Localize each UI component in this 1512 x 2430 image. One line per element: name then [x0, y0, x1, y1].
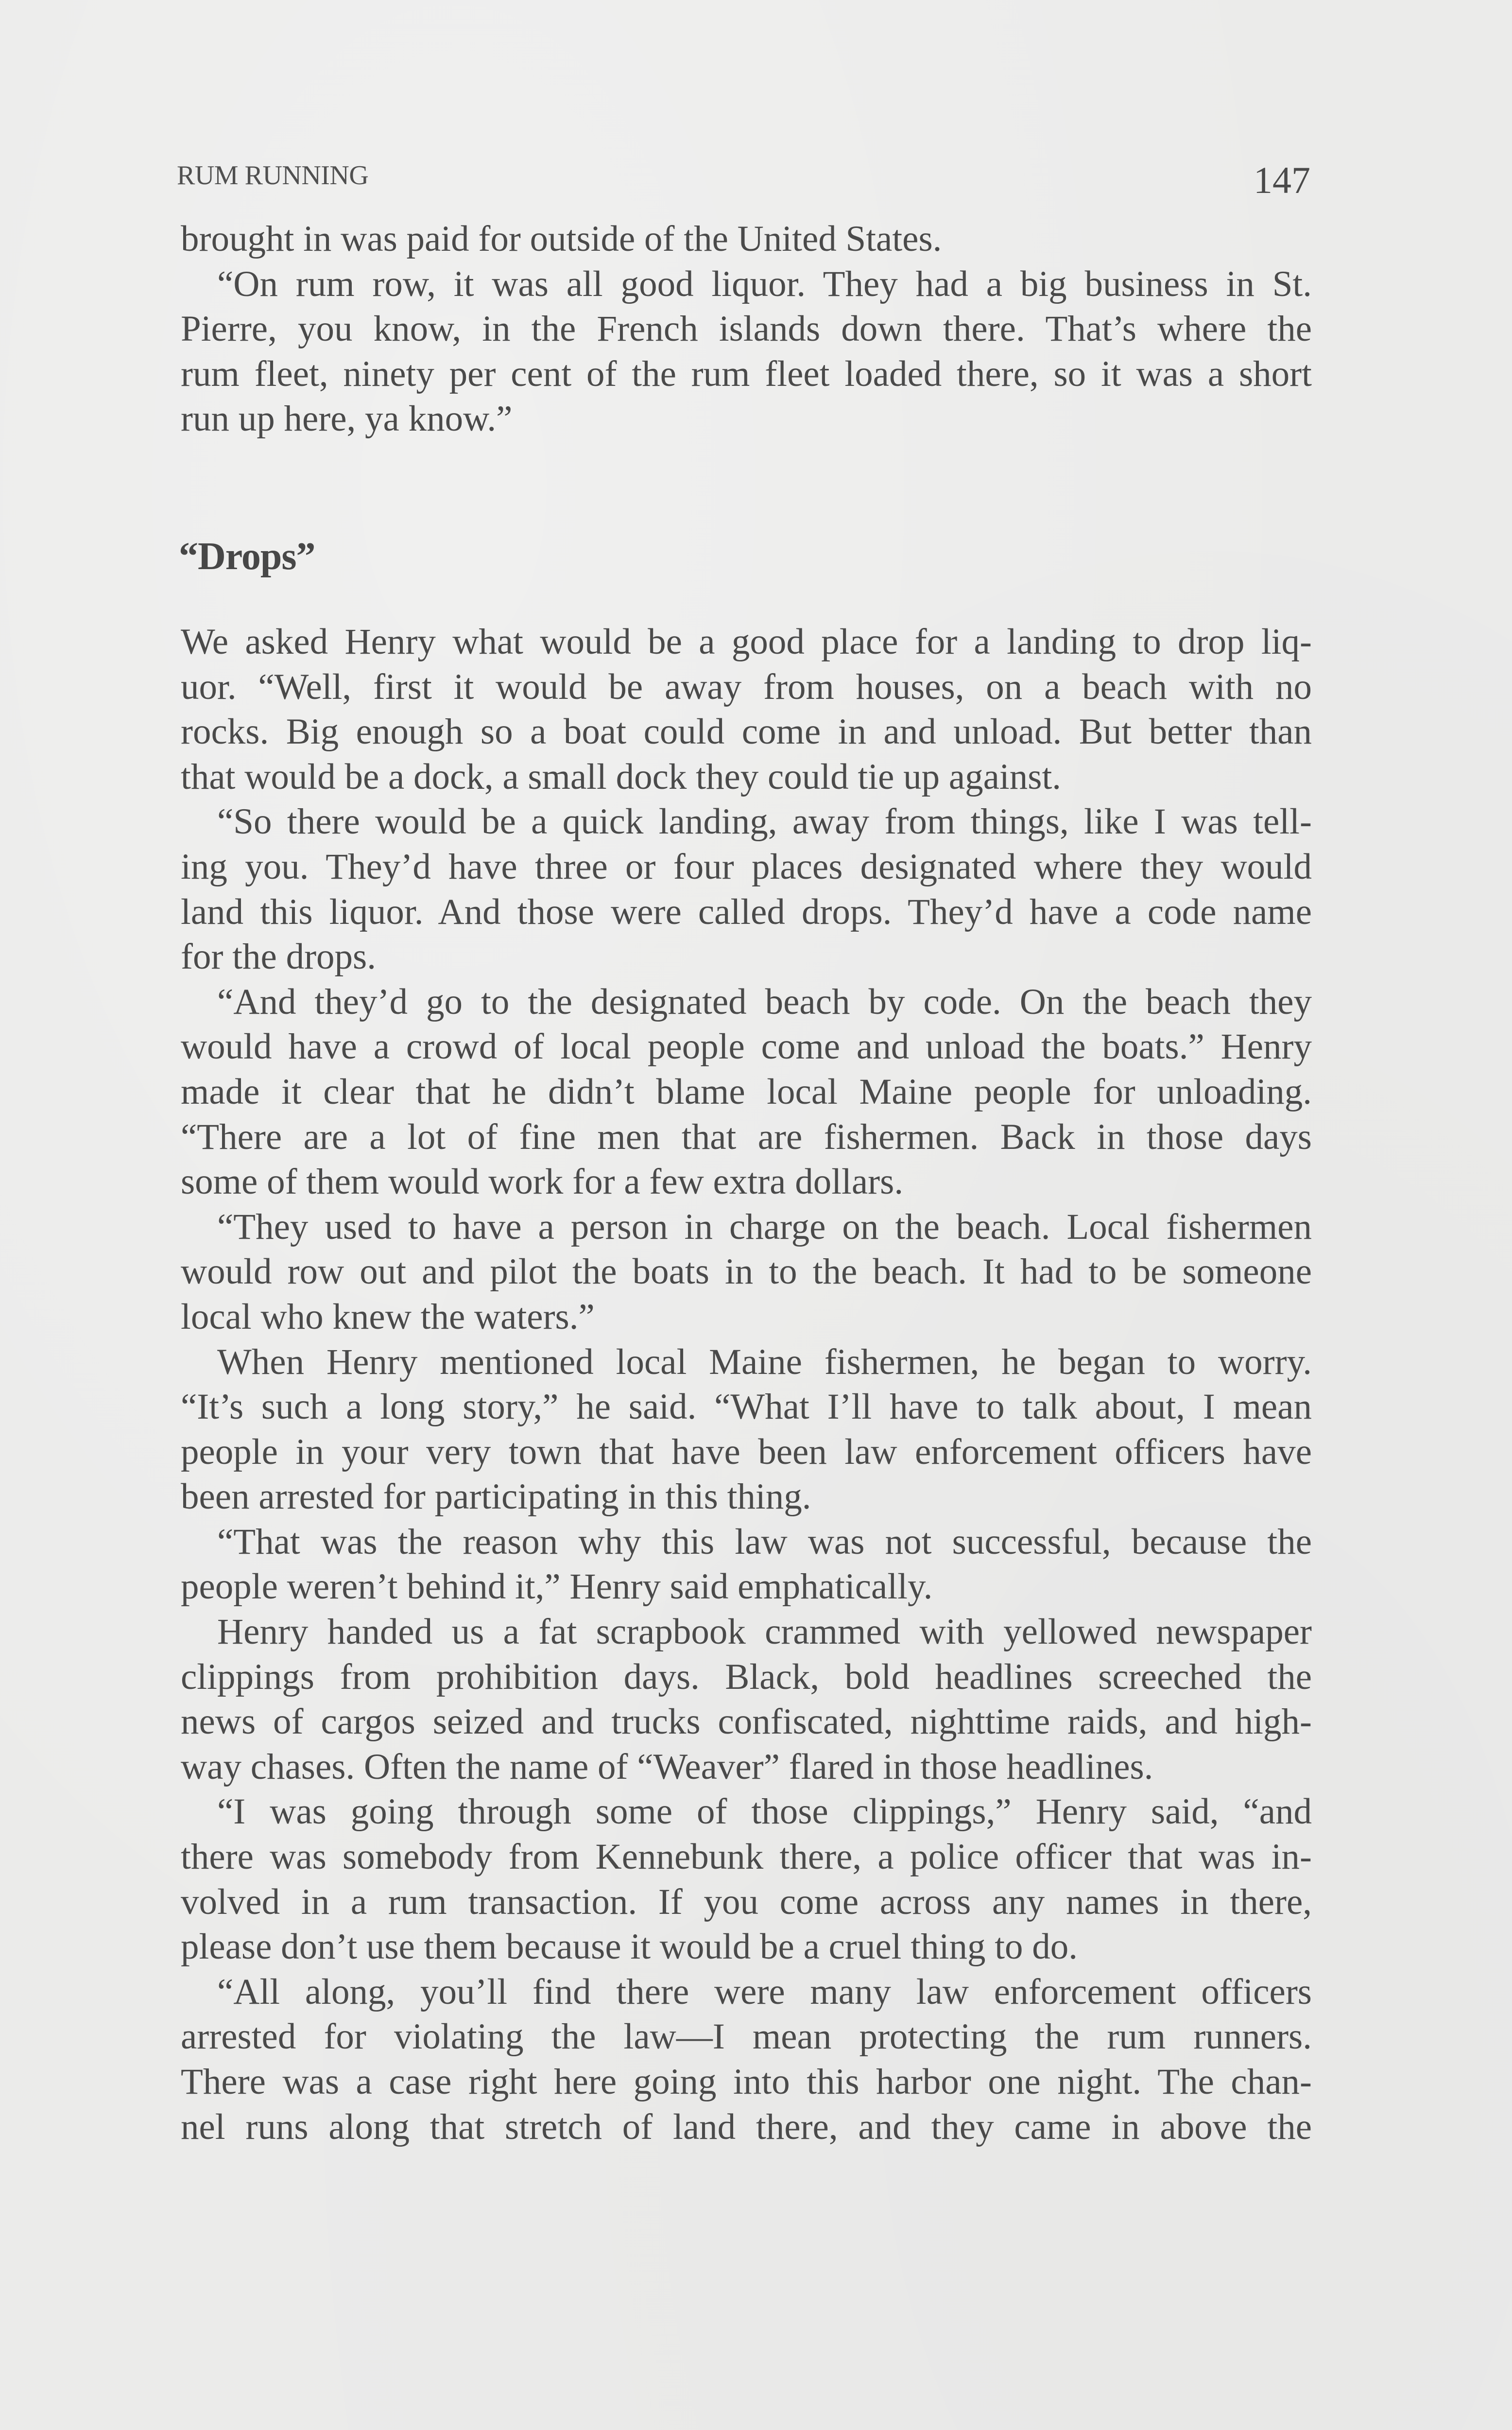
text-line: volved in a rum transaction. If you come across any names in there, [181, 1881, 1312, 1922]
text-line: some of them would work for a few extra dollars. [181, 1162, 904, 1202]
text-line: “There are a lot of fine men that are fishermen. Back in those days [181, 1116, 1312, 1157]
text-line: made it clear that he didn’t blame local Maine people for unloading. [181, 1071, 1312, 1112]
text-line: “All along, you’ll find there were many law enforcement officers [217, 1971, 1312, 2012]
section-body [181, 620, 1312, 2150]
paragraph [181, 799, 1312, 979]
paragraph [181, 217, 1312, 262]
text-line: nel runs along that stretch of land there, and they came in above the [181, 2106, 1312, 2147]
text-line: news of cargos seized and trucks confiscated, nighttime raids, and high- [181, 1701, 1312, 1742]
text-line: people weren’t behind it,” Henry said emphatically. [181, 1566, 933, 1607]
text-line: that would be a dock, a small dock they could tie up against. [181, 756, 1062, 797]
paragraph [181, 980, 1312, 1205]
text-line: There was a case right here going into this harbor one night. The chan- [181, 2062, 1312, 2102]
text-line: When Henry mentioned local Maine fishermen, he began to worry. [217, 1341, 1312, 1382]
text-line: land this liquor. And those were called drops. They’d have a code name [181, 891, 1312, 932]
running-head: RUM RUNNING [177, 160, 369, 191]
text-line: “That was the reason why this law was not successful, because the [217, 1521, 1312, 1562]
text-line: uor. “Well, first it would be away from houses, on a beach with no [181, 666, 1312, 707]
text-line: arrested for violating the law—I mean protecting the rum runners. [181, 2016, 1312, 2057]
paragraph [181, 1520, 1312, 1610]
text-line: Henry handed us a fat scrapbook crammed with yellowed newspaper [217, 1612, 1312, 1652]
page-number: 147 [1254, 159, 1310, 201]
text-line: there was somebody from Kennebunk there, a police officer that was in- [181, 1837, 1312, 1877]
paragraph [181, 1340, 1312, 1520]
text-line: Pierre, you know, in the French islands down there. That’s where the [181, 309, 1312, 349]
paragraph [181, 1789, 1312, 1969]
text-line: way chases. Often the name of “Weaver” flared in those headlines. [181, 1746, 1153, 1787]
text-line: brought in was paid for outside of the United States. [181, 219, 942, 259]
text-line: run up here, ya know.” [181, 399, 513, 439]
section-heading: “Drops” [179, 535, 315, 578]
text-line: been arrested for participating in this thing. [181, 1476, 811, 1517]
text-line: “I was going through some of those clippings,” Henry said, “and [217, 1791, 1312, 1832]
intro-text [181, 217, 1312, 442]
text-line: We asked Henry what would be a good place for a landing to drop liq- [181, 622, 1312, 662]
paragraph [181, 1610, 1312, 1789]
paragraph [181, 1970, 1312, 2150]
text-line: clippings from prohibition days. Black, bold headlines screeched the [181, 1656, 1312, 1697]
text-line: rocks. Big enough so a boat could come in and unload. But better than [181, 712, 1312, 752]
text-line: “So there would be a quick landing, away from things, like I was tell- [217, 801, 1312, 842]
text-line: “On rum row, it was all good liquor. They had a big business in St. [217, 263, 1312, 304]
text-line: rum fleet, ninety per cent of the rum fleet loaded there, so it was a short [181, 353, 1312, 394]
paragraph [181, 262, 1312, 442]
text-line: please don’t use them because it would be a cruel thing to do. [181, 1927, 1078, 1967]
text-line: people in your very town that have been law enforcement officers have [181, 1431, 1312, 1472]
text-line: ing you. They’d have three or four places designated where they would [181, 846, 1312, 887]
text-line: “It’s such a long story,” he said. “What I’ll have to talk about, I mean [181, 1387, 1312, 1427]
paragraph [181, 1205, 1312, 1340]
text-line: would have a crowd of local people come and unload the boats.” Henry [181, 1026, 1312, 1067]
paragraph [181, 620, 1312, 799]
text-line: “And they’d go to the designated beach by code. On the beach they [217, 981, 1312, 1022]
text-line: would row out and pilot the boats in to the beach. It had to be someone [181, 1251, 1312, 1292]
text-line: “They used to have a person in charge on the beach. Local fishermen [217, 1206, 1312, 1247]
text-line: local who knew the waters.” [181, 1296, 595, 1337]
text-line: for the drops. [181, 937, 376, 977]
